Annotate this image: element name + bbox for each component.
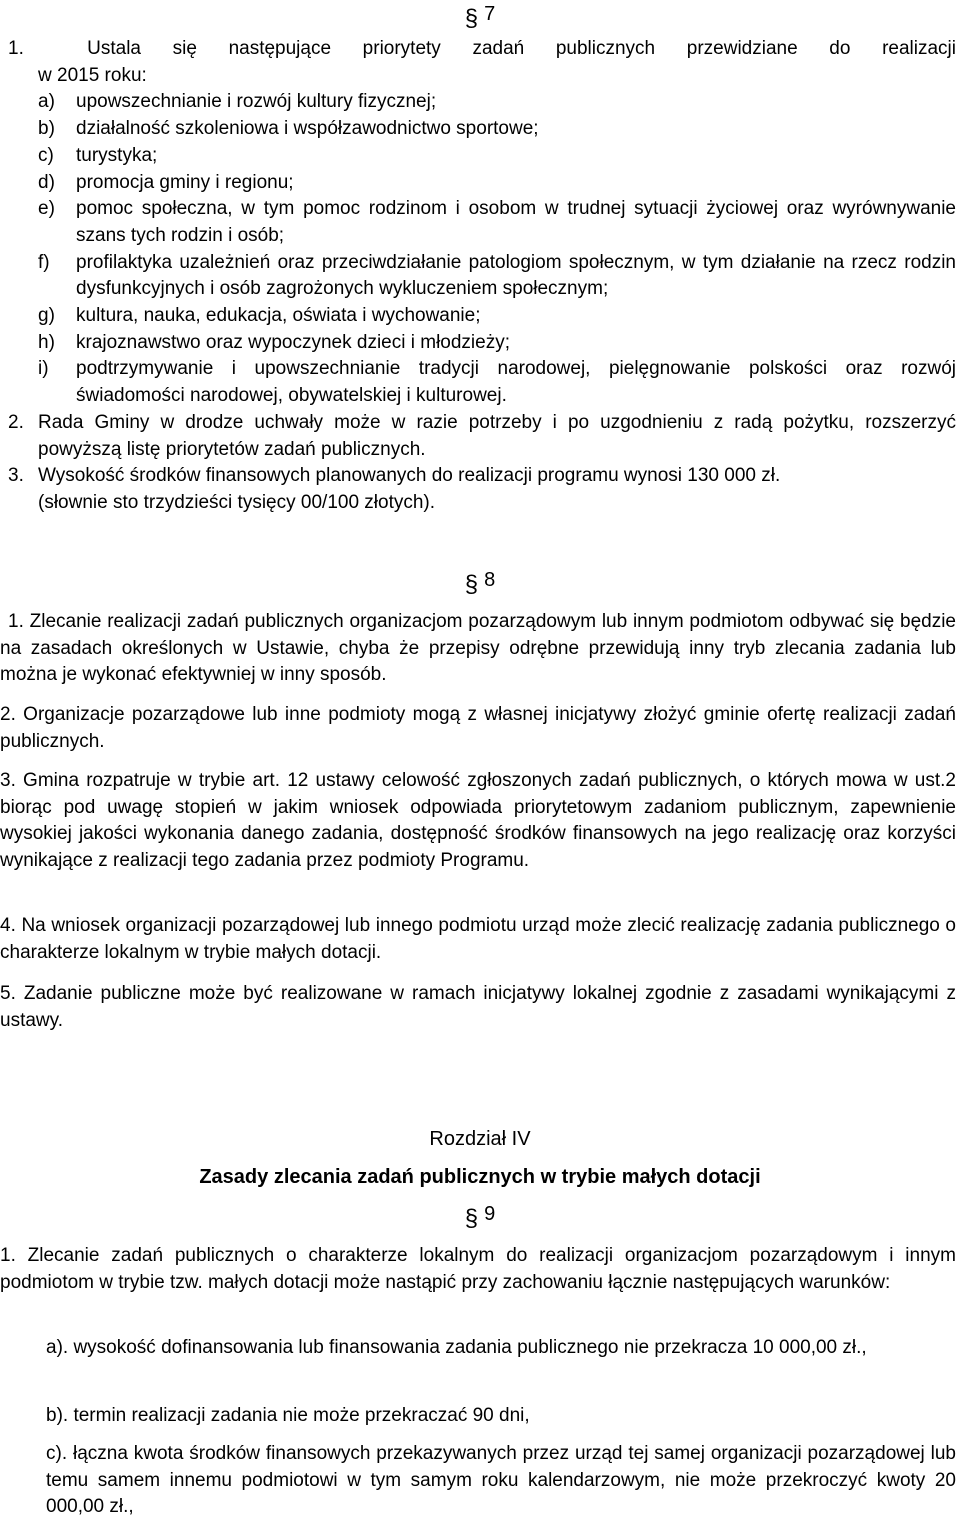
section-symbol: §	[464, 571, 479, 598]
s7-p1-num: 1.	[8, 38, 24, 59]
paragraph-text: Rada Gminy w drodze uchwały może w razie potrzeby i po uzgodnieniu z radą pożytku, rozszerzyć powyższą listę priorytetów zadań publicznych.	[38, 411, 956, 460]
paragraph-text: 2. Organizacje pozarządowe lub inne podmioty mogą z własnej inicjatywy złożyć gminie ofertę realizacji zadań publicznych.	[0, 704, 956, 752]
item-text: podtrzymywanie i upowszechnianie tradycji narodowej, pielęgnowanie polskości oraz rozwój świadomości narodowej, obywatelskiej i kulturowej.	[76, 358, 956, 407]
s7-item-d	[0, 170, 956, 197]
s7-item-e	[0, 196, 956, 249]
item-letter: e)	[38, 198, 55, 220]
paragraph-text: 3. Gmina rozpatruje w trybie art. 12 ustawy celowość zgłoszonych zadań publicznych, o których mowa w ust.2 biorąc pod uwagę stopień w jakim wniosek odpowiada priorytetowym zadaniom publicznym, zapewnienie wysokiej jakości wykonania danego zadania, dostępność środków finansowych na jego realizację oraz korzyści wynikające z realizacji tego zadania przez podmioty Programu.	[0, 770, 956, 872]
s7-item-h	[0, 330, 956, 357]
s9-p1	[0, 1243, 956, 1296]
item-text: krajoznawstwo oraz wypoczynek dzieci i młodzieży;	[76, 331, 510, 353]
list-item: a). wysokość dofinansowania lub finansowania zadania publicznego nie przekracza 10 000,00 zł.,	[46, 1337, 867, 1358]
s9-item-b	[46, 1403, 956, 1430]
s8-p2	[0, 702, 956, 755]
s8-p1	[0, 609, 956, 689]
item-letter: h)	[38, 331, 55, 353]
s7-p2	[0, 410, 956, 463]
section-symbol: §	[464, 5, 479, 32]
list-item: c). łączna kwota środków finansowych przekazywanych przez urząd tej samej organizacji pozarządowej lub temu samem innemu podmiotowi w tym samym roku kalendarzowym, nie może przekroczyć kwoty 20 000,00 zł.,	[46, 1443, 956, 1518]
s7-item-g	[0, 303, 956, 330]
s9-item-a	[46, 1335, 956, 1362]
paragraph-text: 5. Zadanie publiczne może być realizowane w ramach inicjatywy lokalnej zgodnie z zasadami wynikającymi z ustawy.	[0, 983, 956, 1031]
item-letter: g)	[38, 305, 55, 327]
section-number: 8	[484, 569, 496, 591]
paragraph-text: 1. Zlecanie realizacji zadań publicznych organizacjom pozarządowym lub innym podmiotom odbywać się będzie na zasadach określonych w Ustawie, chyba że przepisy odrębne przewidują inny tryb zlecania zadania lub można je wykonać efektywniej w inny sposób.	[0, 611, 956, 686]
item-text: profilaktyka uzależnień oraz przeciwdziałanie patologiom społecznym, w tym działanie na rzecz rodzin dysfunkcyjnych i osób zagrożonych wykluczeniem społecznym;	[76, 251, 956, 300]
s7-item-i	[0, 356, 956, 409]
section-number: 9	[484, 1203, 496, 1225]
paragraph-text: 4. Na wniosek organizacji pozarządowej lub innego podmiotu urząd może zlecić realizację zadania publicznego o charakterze lokalnym w trybie małych dotacji.	[0, 915, 956, 963]
section-symbol: §	[464, 1205, 479, 1232]
s7-p3-line2: (słownie sto trzydzieści tysięcy 00/100 złotych).	[38, 491, 436, 513]
s7-p1-text: Ustala się następujące priorytety zadań publicznych przewidziane do realizacji	[87, 38, 956, 59]
item-letter: i)	[38, 358, 49, 380]
item-text: pomoc społeczna, w tym pomoc rodzinom i osobom w trudnej sytuacji życiowej oraz wyrównywanie szans tych rodzin i osób;	[76, 198, 956, 246]
item-text: kultura, nauka, edukacja, oświata i wychowanie;	[76, 305, 481, 327]
s8-p5	[0, 981, 956, 1034]
section-9-heading	[0, 1200, 960, 1232]
chapter-title: Zasady zlecania zadań publicznych w trybie małych dotacji	[199, 1166, 761, 1188]
paragraph-text: Wysokość środków finansowych planowanych do realizacji programu wynosi 130 000 zł.	[38, 465, 781, 487]
paragraph-number: 3.	[8, 465, 24, 487]
item-letter: a)	[38, 91, 55, 113]
item-text: upowszechnianie i rozwój kultury fizycznej;	[76, 91, 437, 113]
s8-p3	[0, 768, 956, 875]
s7-p3	[0, 463, 956, 490]
s7-p1-line2: w 2015 roku:	[38, 64, 147, 86]
s7-item-f	[0, 250, 956, 303]
list-item: b). termin realizacji zadania nie może przekraczać 90 dni,	[46, 1405, 530, 1426]
section-7-heading	[0, 0, 960, 32]
s7-item-c	[0, 143, 956, 170]
s7-item-a	[0, 89, 956, 116]
section-8-heading	[0, 566, 960, 598]
item-letter: d)	[38, 171, 55, 193]
s8-p4	[0, 913, 956, 966]
paragraph-text: 1. Zlecanie zadań publicznych o charakterze lokalnym do realizacji organizacjom pozarządowym i innym podmiotom w trybie tzw. małych dotacji może nastąpić przy zachowaniu łącznie następujących warunków:	[0, 1245, 956, 1293]
s7-p1-line1	[0, 36, 956, 63]
s9-item-c	[46, 1441, 956, 1521]
item-letter: f)	[38, 251, 50, 273]
item-text: turystyka;	[76, 144, 158, 166]
s7-item-b	[0, 116, 956, 143]
item-letter: c)	[38, 144, 54, 166]
item-text: promocja gminy i regionu;	[76, 171, 294, 193]
chapter-label: Rozdział IV	[429, 1128, 531, 1150]
section-7-body	[0, 36, 956, 517]
paragraph-number: 2.	[8, 411, 24, 433]
section-number: 7	[484, 3, 496, 25]
item-letter: b)	[38, 118, 55, 140]
item-text: działalność szkoleniowa i współzawodnictwo sportowe;	[76, 118, 539, 140]
